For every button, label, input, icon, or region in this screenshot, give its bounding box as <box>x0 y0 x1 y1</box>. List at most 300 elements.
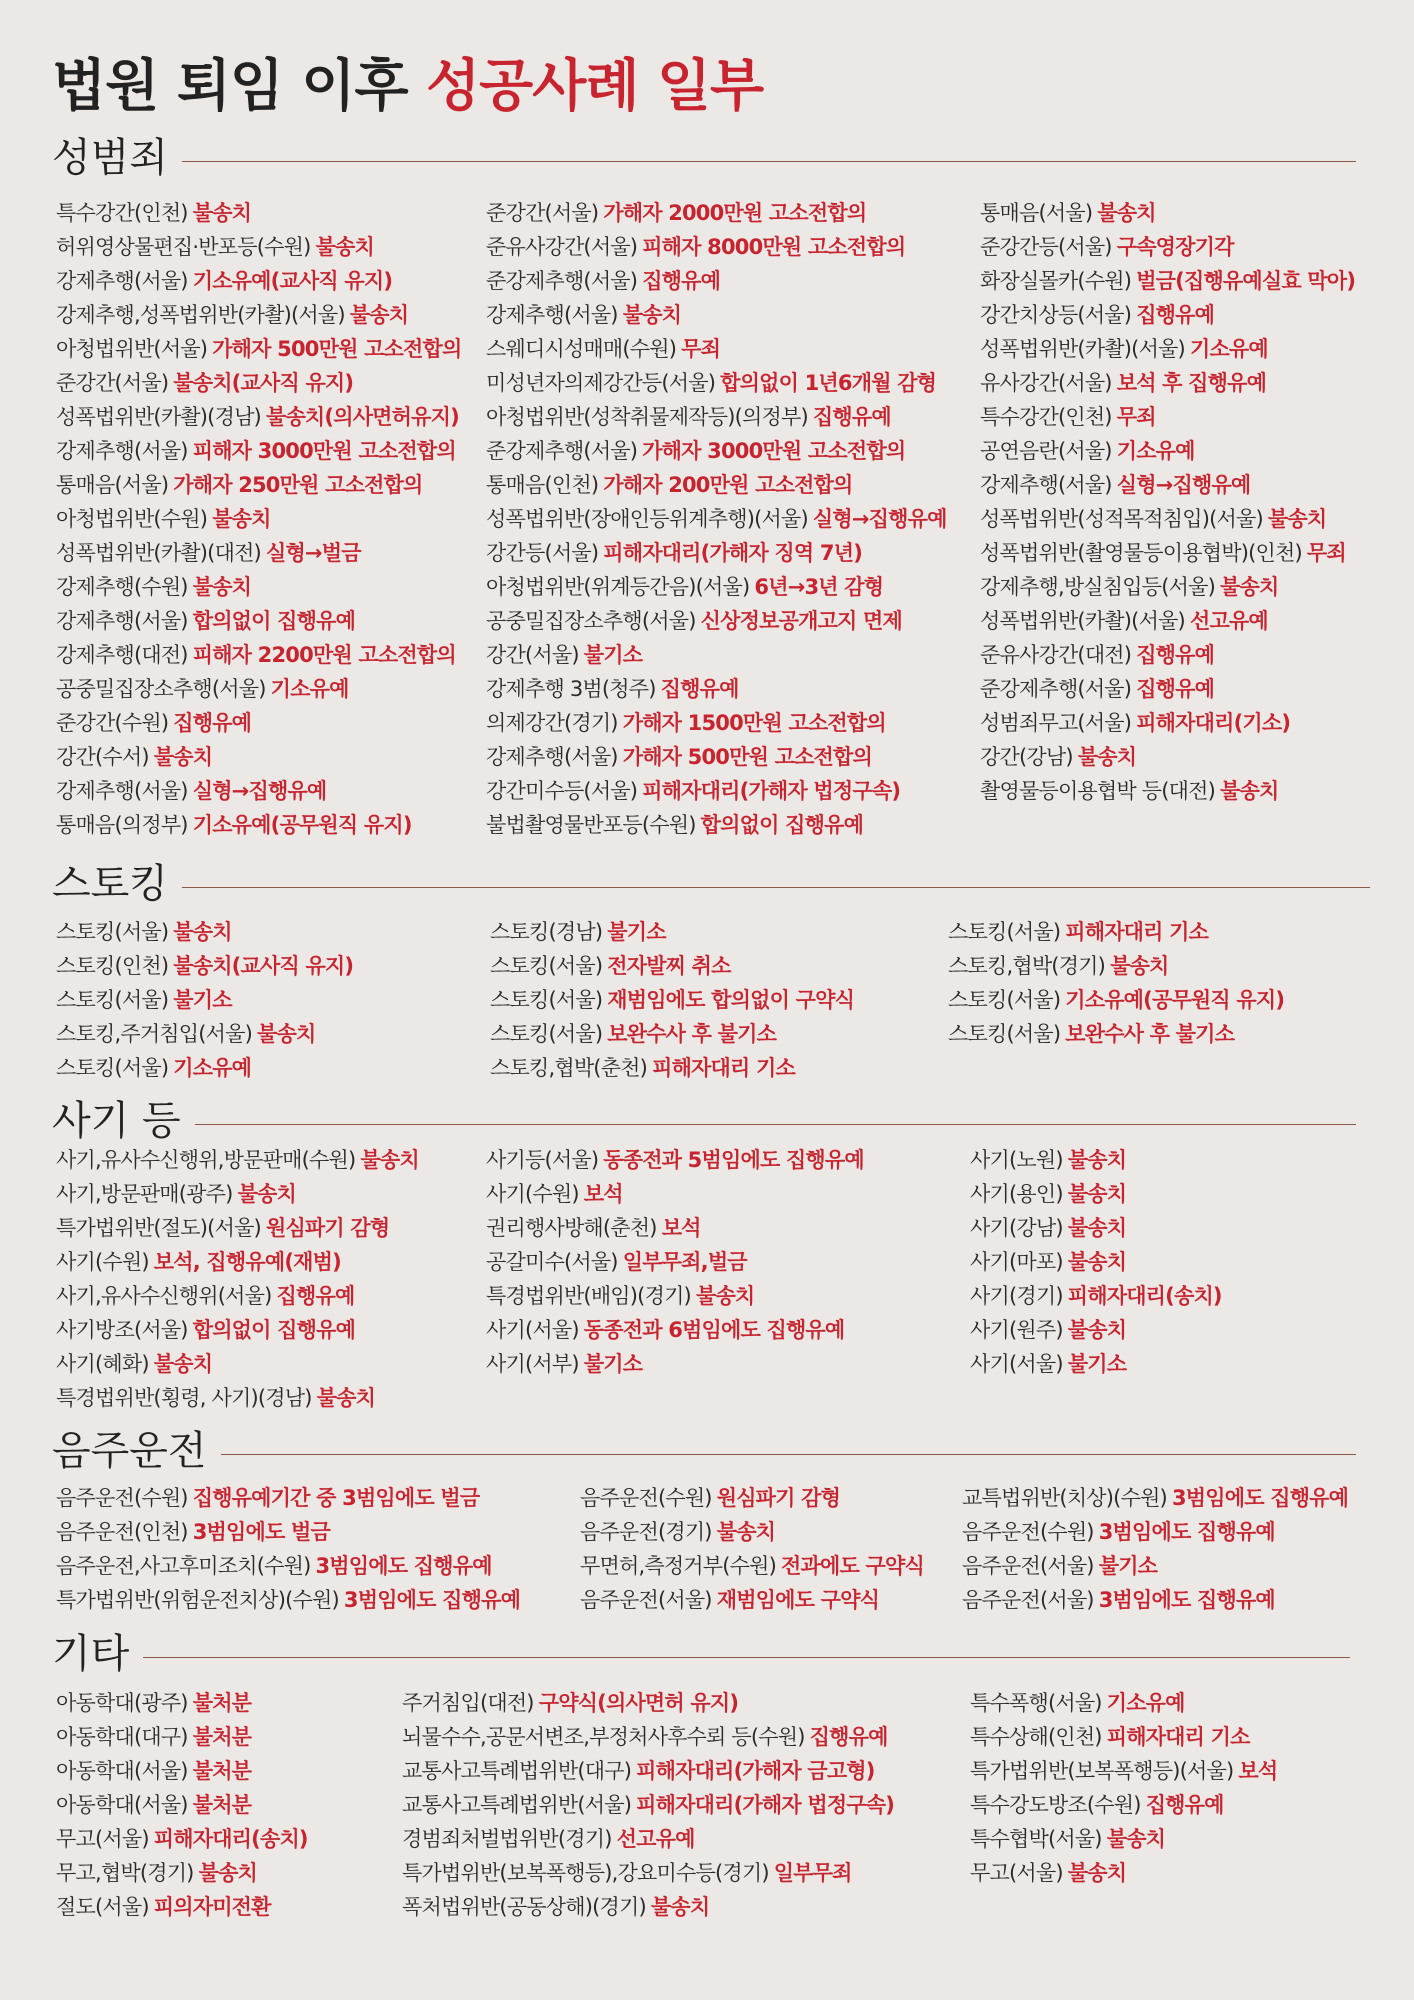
case-item <box>56 1583 520 1617</box>
case-name: 사기(용인) <box>970 1182 1063 1206</box>
case-name: 준강제추행(서울) <box>486 269 638 293</box>
case-item <box>486 536 947 570</box>
case-result: 가해자 3000만원 고소전합의 <box>642 439 906 463</box>
case-result: 집행유예 <box>1136 643 1215 667</box>
case-result: 보완수사 후 불기소 <box>1065 1022 1235 1046</box>
case-item <box>962 1549 1348 1583</box>
case-result: 불송치 <box>153 1352 213 1376</box>
case-result: 기소유예 <box>173 1056 252 1080</box>
case-item <box>56 706 462 740</box>
case-result: 벌금(집행유예실효 막아) <box>1136 269 1356 293</box>
case-name: 공연음란(서울) <box>980 439 1112 463</box>
case-name: 스토킹(서울) <box>56 1056 169 1080</box>
case-result: 불송치 <box>173 920 232 944</box>
case-item <box>56 1051 353 1085</box>
case-item <box>56 1754 308 1788</box>
case-result: 신상정보공개고지 면제 <box>700 609 903 633</box>
case-result: 불송치 <box>153 745 213 769</box>
case-item <box>56 196 462 230</box>
case-name: 성폭법위반(장애인등위계추행)(서울) <box>486 507 808 531</box>
case-name: 사기,방문판매(광주) <box>56 1182 233 1206</box>
case-item <box>948 983 1284 1017</box>
case-result: 피해자 3000만원 고소전합의 <box>192 439 456 463</box>
case-name: 공갈미수(서울) <box>486 1250 618 1274</box>
case-result: 기소유예 <box>1116 439 1195 463</box>
case-result: 집행유예 <box>276 1284 355 1308</box>
case-result: 불기소 <box>173 988 232 1012</box>
case-name: 특수협박(서울) <box>970 1827 1102 1851</box>
case-result: 일부무죄 <box>773 1861 852 1885</box>
case-item <box>970 1143 1222 1177</box>
case-result: 피해자 2200만원 고소전합의 <box>192 643 456 667</box>
case-name: 허위영상물편집·반포등(수원) <box>56 235 311 259</box>
case-result: 불송치 <box>1077 745 1137 769</box>
case-name: 강제추행,방실침입등(서울) <box>980 575 1216 599</box>
case-item <box>948 949 1284 983</box>
case-column <box>970 1143 1222 1381</box>
case-item <box>56 400 462 434</box>
case-column <box>56 1686 308 1924</box>
case-column <box>486 1143 864 1381</box>
case-result: 구약식(의사면허 유지) <box>538 1691 739 1715</box>
case-result: 기소유예(교사직 유지) <box>192 269 393 293</box>
case-name: 강제추행 3범(청주) <box>486 677 656 701</box>
case-name: 유사강간(서울) <box>980 371 1112 395</box>
case-name: 스토킹(서울) <box>490 988 603 1012</box>
case-item <box>486 298 947 332</box>
case-name: 준강제추행(서울) <box>486 439 638 463</box>
case-name: 무고(서울) <box>970 1861 1063 1885</box>
case-item <box>56 570 462 604</box>
case-name: 공중밀집장소추행(서울) <box>486 609 696 633</box>
case-column <box>962 1481 1348 1617</box>
case-item <box>490 915 854 949</box>
case-item <box>402 1856 894 1890</box>
case-result: 불처분 <box>192 1793 252 1817</box>
case-item <box>970 1788 1277 1822</box>
section-divider <box>143 1657 1350 1658</box>
case-name: 스토킹(서울) <box>948 1022 1061 1046</box>
case-result: 불송치 <box>198 1861 258 1885</box>
case-name: 강제추행(대전) <box>56 643 188 667</box>
case-result: 불송치 <box>237 1182 297 1206</box>
case-result: 피의자미전환 <box>153 1895 271 1919</box>
case-result: 불송치 <box>1220 779 1279 803</box>
case-item <box>486 1177 864 1211</box>
case-item <box>970 1822 1277 1856</box>
case-item <box>490 949 854 983</box>
case-result: 가해자 1500만원 고소전합의 <box>622 711 886 735</box>
case-item <box>486 1245 864 1279</box>
case-item <box>402 1720 894 1754</box>
case-name: 아동학대(서울) <box>56 1759 188 1783</box>
case-column <box>490 915 854 1085</box>
case-name: 강제추행(서울) <box>56 609 188 633</box>
case-result: 전과에도 구약식 <box>781 1554 924 1578</box>
case-item <box>948 915 1284 949</box>
case-item <box>486 1279 864 1313</box>
case-item <box>980 536 1355 570</box>
section-title: 음주운전 <box>52 1428 207 1474</box>
case-result: 가해자 500만원 고소전합의 <box>212 337 462 361</box>
case-result: 재범임에도 구약식 <box>716 1588 880 1612</box>
case-name: 미성년자의제강간등(서울) <box>486 371 716 395</box>
case-result: 보석 <box>583 1182 623 1206</box>
case-name: 강간(수서) <box>56 745 149 769</box>
case-name: 스토킹(서울) <box>490 1022 603 1046</box>
case-result: 불송치 <box>315 235 374 259</box>
case-item <box>56 1313 419 1347</box>
section-divider <box>221 1454 1356 1455</box>
case-item <box>56 1890 308 1924</box>
case-item <box>402 1686 894 1720</box>
case-item <box>56 1347 419 1381</box>
case-name: 의제강간(경기) <box>486 711 618 735</box>
case-item <box>486 1347 864 1381</box>
case-item <box>980 434 1355 468</box>
case-column <box>402 1686 894 1924</box>
case-name: 음주운전(수원) <box>962 1520 1094 1544</box>
case-item <box>56 1549 520 1583</box>
section-title: 스토킹 <box>52 861 168 907</box>
case-name: 음주운전(수원) <box>580 1486 712 1510</box>
case-item <box>56 949 353 983</box>
case-item <box>56 672 462 706</box>
case-item <box>486 502 947 536</box>
case-name: 뇌물수수,공문서변조,부정처사후수뢰 등(수원) <box>402 1725 805 1749</box>
case-result: 합의없이 집행유예 <box>192 609 356 633</box>
case-name: 준강간(수원) <box>56 711 169 735</box>
case-result: 원심파기 감형 <box>265 1216 390 1240</box>
case-item <box>980 230 1355 264</box>
case-name: 강간(강남) <box>980 745 1073 769</box>
case-result: 불기소 <box>583 643 643 667</box>
case-item <box>980 570 1355 604</box>
case-item <box>580 1549 924 1583</box>
case-item <box>486 638 947 672</box>
case-item <box>980 706 1355 740</box>
case-name: 무고(서울) <box>56 1827 149 1851</box>
case-item <box>486 366 947 400</box>
case-item <box>486 774 947 808</box>
case-item <box>970 1279 1222 1313</box>
case-result: 피해자대리(가해자 법정구속) <box>642 779 901 803</box>
case-result: 구속영장기각 <box>1116 235 1234 259</box>
case-result: 불송치 <box>695 1284 755 1308</box>
case-item <box>486 570 947 604</box>
case-name: 특수강간(인천) <box>980 405 1112 429</box>
case-item <box>580 1515 924 1549</box>
case-result: 불송치 <box>1067 1250 1127 1274</box>
case-column <box>56 915 353 1085</box>
case-result: 무죄 <box>681 337 721 361</box>
case-name: 특가법위반(보복폭행등)(서울) <box>970 1759 1234 1783</box>
case-result: 집행유예기간 중 3범임에도 벌금 <box>192 1486 480 1510</box>
case-name: 스토킹(서울) <box>948 988 1061 1012</box>
case-result: 6년→3년 감형 <box>754 575 884 599</box>
case-result: 피해자대리(기소) <box>1136 711 1291 735</box>
case-name: 특수폭행(서울) <box>970 1691 1102 1715</box>
case-result: 불송치 <box>650 1895 710 1919</box>
case-item <box>56 1017 353 1051</box>
case-name: 사기(원주) <box>970 1318 1063 1342</box>
case-name: 스토킹(서울) <box>948 920 1061 944</box>
case-item <box>970 1347 1222 1381</box>
case-result: 3범임에도 집행유예 <box>315 1554 492 1578</box>
case-result: 불송치 <box>622 303 682 327</box>
case-name: 사기(서울) <box>486 1318 579 1342</box>
case-name: 스토킹,주거침입(서울) <box>56 1022 253 1046</box>
case-item <box>980 332 1355 366</box>
case-name: 강간미수등(서울) <box>486 779 638 803</box>
case-result: 불송치(교사직 유지) <box>173 371 354 395</box>
case-name: 스토킹,협박(춘천) <box>490 1056 648 1080</box>
case-item <box>486 808 947 842</box>
case-name: 사기(서울) <box>970 1352 1063 1376</box>
case-name: 음주운전(서울) <box>962 1588 1094 1612</box>
case-result: 3범임에도 집행유예 <box>1098 1520 1275 1544</box>
case-item <box>486 706 947 740</box>
section-divider <box>182 887 1370 888</box>
case-result: 피해자대리(가해자 징역 7년) <box>603 541 862 565</box>
case-item <box>486 740 947 774</box>
case-item <box>980 604 1355 638</box>
case-result: 불송치 <box>257 1022 316 1046</box>
case-item <box>962 1583 1348 1617</box>
case-result: 3범임에도 집행유예 <box>1171 1486 1349 1510</box>
page-title <box>52 52 763 120</box>
case-result: 기소유예(공무원직 유지) <box>1065 988 1285 1012</box>
case-item <box>486 332 947 366</box>
case-name: 사기(노원) <box>970 1148 1063 1172</box>
case-name: 준유사강간(서울) <box>486 235 638 259</box>
case-column <box>980 196 1355 808</box>
case-name: 아청법위반(서울) <box>56 337 208 361</box>
case-result: 실형→집행유예 <box>192 779 327 803</box>
case-result: 피해자대리(송치) <box>153 1827 308 1851</box>
case-item <box>56 332 462 366</box>
case-item <box>56 1211 419 1245</box>
case-name: 성폭법위반(카촬)(서울) <box>980 337 1185 361</box>
case-name: 스토킹,협박(경기) <box>948 954 1106 978</box>
case-result: 가해자 2000만원 고소전합의 <box>603 201 867 225</box>
case-result: 선고유예 <box>616 1827 695 1851</box>
case-item <box>970 1720 1277 1754</box>
case-item <box>970 1177 1222 1211</box>
case-result: 불기소 <box>1067 1352 1127 1376</box>
case-result: 재범임에도 합의없이 구약식 <box>607 988 855 1012</box>
case-result: 실형→집행유예 <box>1116 473 1251 497</box>
section-header <box>52 1630 1350 1678</box>
case-name: 촬영물등이용협박 등(대전) <box>980 779 1216 803</box>
case-name: 통매음(서울) <box>56 473 169 497</box>
case-name: 스웨디시성매매(수원) <box>486 337 677 361</box>
case-name: 교특법위반(치상)(수원) <box>962 1486 1167 1510</box>
case-name: 통매음(인천) <box>486 473 599 497</box>
case-item <box>970 1245 1222 1279</box>
case-result: 보석 <box>1238 1759 1278 1783</box>
case-result: 불송치 <box>1067 1182 1127 1206</box>
case-item <box>486 468 947 502</box>
case-result: 전자발찌 취소 <box>607 954 731 978</box>
case-result: 합의없이 집행유예 <box>192 1318 356 1342</box>
case-result: 선고유예 <box>1189 609 1268 633</box>
case-result: 불송치 <box>212 507 271 531</box>
case-name: 불법촬영물반포등(수원) <box>486 813 696 837</box>
case-item <box>402 1754 894 1788</box>
case-item <box>56 1245 419 1279</box>
case-result: 집행유예 <box>812 405 891 429</box>
case-item <box>970 1754 1277 1788</box>
case-name: 특수강간(인천) <box>56 201 188 225</box>
case-item <box>486 1143 864 1177</box>
case-name: 성폭법위반(카촬)(서울) <box>980 609 1185 633</box>
case-item <box>980 502 1355 536</box>
case-name: 음주운전(서울) <box>962 1554 1094 1578</box>
case-name: 사기(마포) <box>970 1250 1063 1274</box>
case-result: 불송치 <box>716 1520 776 1544</box>
case-result: 불송치 <box>192 575 252 599</box>
case-item <box>56 1788 308 1822</box>
case-result: 기소유예 <box>1189 337 1268 361</box>
case-name: 주거침입(대전) <box>402 1691 534 1715</box>
case-item <box>980 638 1355 672</box>
case-name: 사기(서부) <box>486 1352 579 1376</box>
case-item <box>980 400 1355 434</box>
case-item <box>56 1686 308 1720</box>
case-result: 집행유예 <box>173 711 252 735</box>
case-name: 준강간등(서울) <box>980 235 1112 259</box>
case-name: 성폭법위반(카촬)(경남) <box>56 405 261 429</box>
case-name: 화장실몰카(수원) <box>980 269 1132 293</box>
case-item <box>486 434 947 468</box>
case-result: 피해자대리 기소 <box>652 1056 795 1080</box>
case-column <box>56 1481 520 1617</box>
case-item <box>490 1017 854 1051</box>
case-result: 3범임에도 집행유예 <box>343 1588 521 1612</box>
case-item <box>402 1822 894 1856</box>
case-name: 강간등(서울) <box>486 541 599 565</box>
case-result: 불송치 <box>349 303 409 327</box>
case-column <box>56 1143 419 1415</box>
case-name: 교통사고특례법위반(서울) <box>402 1793 632 1817</box>
case-item <box>56 1143 419 1177</box>
case-item <box>970 1686 1277 1720</box>
section-title: 기타 <box>52 1631 130 1677</box>
case-result: 불송치 <box>1067 1216 1127 1240</box>
case-item <box>56 1279 419 1313</box>
case-result: 피해자대리(가해자 금고형) <box>636 1759 875 1783</box>
case-item <box>486 230 947 264</box>
case-result: 피해자대리 기소 <box>1065 920 1209 944</box>
case-name: 사기(수원) <box>486 1182 579 1206</box>
case-item <box>486 604 947 638</box>
case-name: 준강제추행(서울) <box>980 677 1132 701</box>
case-result: 기소유예(공무원직 유지) <box>192 813 412 837</box>
case-name: 아청법위반(위계등간음)(서울) <box>486 575 750 599</box>
case-item <box>56 915 353 949</box>
case-result: 실형→벌금 <box>265 541 361 565</box>
case-name: 준강간(서울) <box>486 201 599 225</box>
case-name: 무고,협박(경기) <box>56 1861 194 1885</box>
case-name: 사기(경기) <box>970 1284 1063 1308</box>
case-item <box>56 298 462 332</box>
case-result: 3범임에도 집행유예 <box>1098 1588 1275 1612</box>
case-item <box>486 1211 864 1245</box>
case-result: 불기소 <box>607 920 666 944</box>
case-result: 집행유예 <box>809 1725 888 1749</box>
case-result: 집행유예 <box>1136 303 1215 327</box>
case-item <box>402 1890 894 1924</box>
case-item <box>56 1720 308 1754</box>
section-title: 성범죄 <box>52 135 168 181</box>
case-result: 불송치 <box>192 201 252 225</box>
case-item <box>490 983 854 1017</box>
case-result: 불기소 <box>583 1352 643 1376</box>
case-name: 절도(서울) <box>56 1895 149 1919</box>
case-result: 집행유예 <box>1136 677 1215 701</box>
case-item <box>980 740 1355 774</box>
case-name: 음주운전,사고후미조치(수원) <box>56 1554 311 1578</box>
case-item <box>580 1481 924 1515</box>
case-name: 특수강도방조(수원) <box>970 1793 1141 1817</box>
case-item <box>56 774 462 808</box>
case-result: 집행유예 <box>1145 1793 1224 1817</box>
case-name: 아청법위반(성착취물제작등)(의정부) <box>486 405 808 429</box>
case-name: 강제추행(서울) <box>980 473 1112 497</box>
case-item <box>56 230 462 264</box>
case-item <box>56 1856 308 1890</box>
case-name: 스토킹(인천) <box>56 954 169 978</box>
page-title-highlight: 성공사례 일부 <box>426 53 764 119</box>
case-result: 합의없이 집행유예 <box>700 813 864 837</box>
case-item <box>56 604 462 638</box>
section-header <box>52 1097 1356 1145</box>
case-result: 가해자 500만원 고소전합의 <box>622 745 873 769</box>
case-result: 기소유예 <box>1106 1691 1185 1715</box>
case-result: 피해자대리(가해자 법정구속) <box>636 1793 895 1817</box>
case-result: 피해자대리(송치) <box>1067 1284 1222 1308</box>
case-item <box>948 1017 1284 1051</box>
case-name: 무면허,측정거부(수원) <box>580 1554 777 1578</box>
case-result: 동종전과 6범임에도 집행유예 <box>583 1318 845 1342</box>
case-result: 피해자대리 기소 <box>1106 1725 1250 1749</box>
case-item <box>56 434 462 468</box>
case-result: 보석 후 집행유예 <box>1116 371 1267 395</box>
case-result: 불처분 <box>192 1725 252 1749</box>
case-item <box>56 502 462 536</box>
case-column <box>56 196 462 842</box>
case-name: 공중밀집장소추행(서울) <box>56 677 266 701</box>
case-name: 강간치상등(서울) <box>980 303 1132 327</box>
case-item <box>490 1051 854 1085</box>
case-item <box>980 366 1355 400</box>
case-name: 강제추행(서울) <box>56 439 188 463</box>
case-item <box>56 1381 419 1415</box>
case-result: 가해자 250만원 고소전합의 <box>173 473 423 497</box>
case-result: 불송치 <box>1067 1861 1127 1885</box>
case-result: 가해자 200만원 고소전합의 <box>603 473 853 497</box>
case-result: 무죄 <box>1116 405 1156 429</box>
section-title: 사기 등 <box>52 1098 181 1144</box>
case-item <box>56 468 462 502</box>
case-item <box>56 1822 308 1856</box>
case-result: 원심파기 감형 <box>716 1486 841 1510</box>
case-result: 실형→집행유예 <box>812 507 947 531</box>
case-item <box>56 638 462 672</box>
case-item <box>970 1856 1277 1890</box>
case-result: 불송치 <box>1106 1827 1166 1851</box>
